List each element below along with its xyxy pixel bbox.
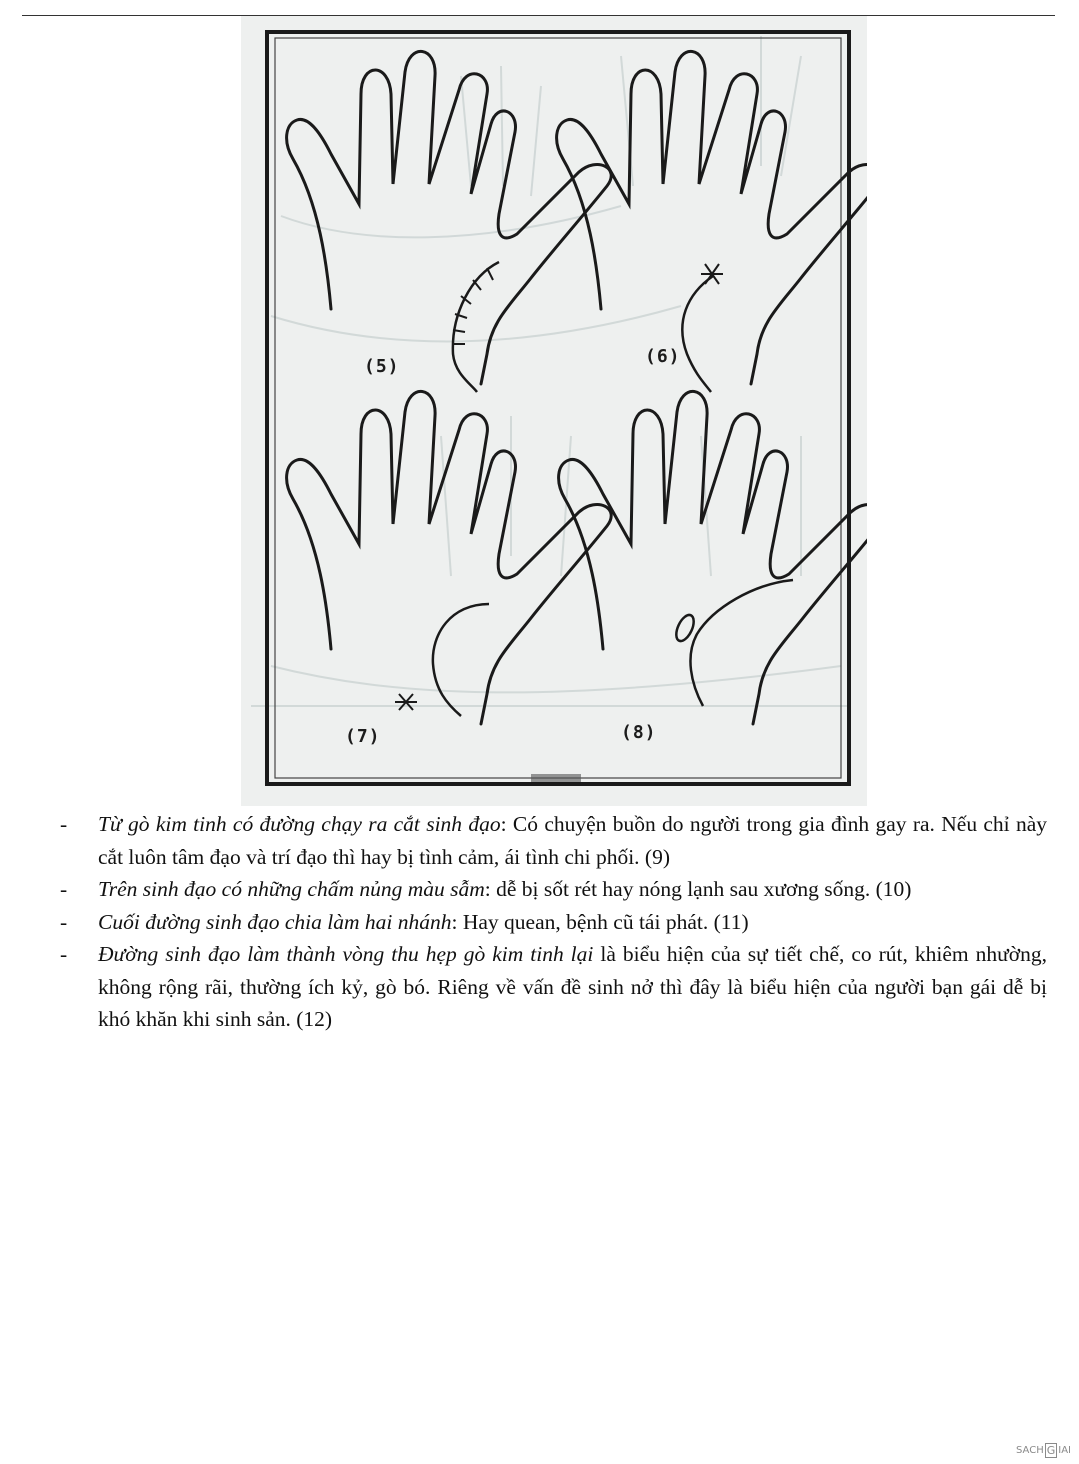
list-item bbox=[57, 808, 1047, 873]
bullet-dash: - bbox=[60, 877, 68, 901]
item-text: : Hay quean, bệnh cũ tái phát. (11) bbox=[451, 909, 749, 934]
list-item bbox=[57, 938, 1047, 1036]
watermark-right: IAI bbox=[1058, 1445, 1071, 1456]
panel-label-7: (7) bbox=[345, 726, 381, 747]
item-lead: Cuối đường sinh đạo chia làm hai nhánh bbox=[98, 909, 452, 934]
palm-illustration bbox=[241, 16, 867, 806]
watermark-logo bbox=[1016, 1443, 1071, 1458]
watermark-left: SACH bbox=[1016, 1445, 1044, 1456]
item-text: : Có chuyện buồn do người trong gia đình gay ra. Nếu chỉ này cắt luôn tâm đạo và trí đạo thì hay bị tình cảm, ái tình chi phối. (9) bbox=[98, 812, 1048, 869]
list-item bbox=[57, 906, 1047, 939]
bullet-list bbox=[57, 808, 1047, 1036]
panel-label-8: (8) bbox=[621, 722, 657, 743]
palm-drawing bbox=[241, 16, 867, 806]
panel-label-6: (6) bbox=[645, 346, 681, 367]
item-lead: Trên sinh đạo có những chấm nủng màu sẫm bbox=[98, 877, 485, 901]
bullet-dash: - bbox=[60, 812, 68, 836]
watermark-mark: G bbox=[1046, 1444, 1056, 1457]
panel-label-5: (5) bbox=[364, 356, 400, 377]
item-lead: Từ gò kim tinh có đường chạy ra cắt sinh đạo bbox=[98, 812, 501, 836]
bullet-dash: - bbox=[60, 909, 68, 934]
item-text: là biểu hiện của sự tiết chế, co rút, khiêm nhường, không rộng rãi, thường ích kỷ, gò bó. Riêng về vấn đề sinh nở thì đây là biểu hiện của người bạn gái dễ bị khó khăn khi sinh sản. (12) bbox=[98, 942, 1047, 1031]
list-item bbox=[57, 873, 1047, 906]
item-lead: Đường sinh đạo làm thành vòng thu hẹp gò kim tinh lại bbox=[98, 942, 594, 966]
bullet-dash: - bbox=[60, 942, 68, 966]
item-text: : dễ bị sốt rét hay nóng lạnh sau xương sống. (10) bbox=[484, 877, 912, 901]
